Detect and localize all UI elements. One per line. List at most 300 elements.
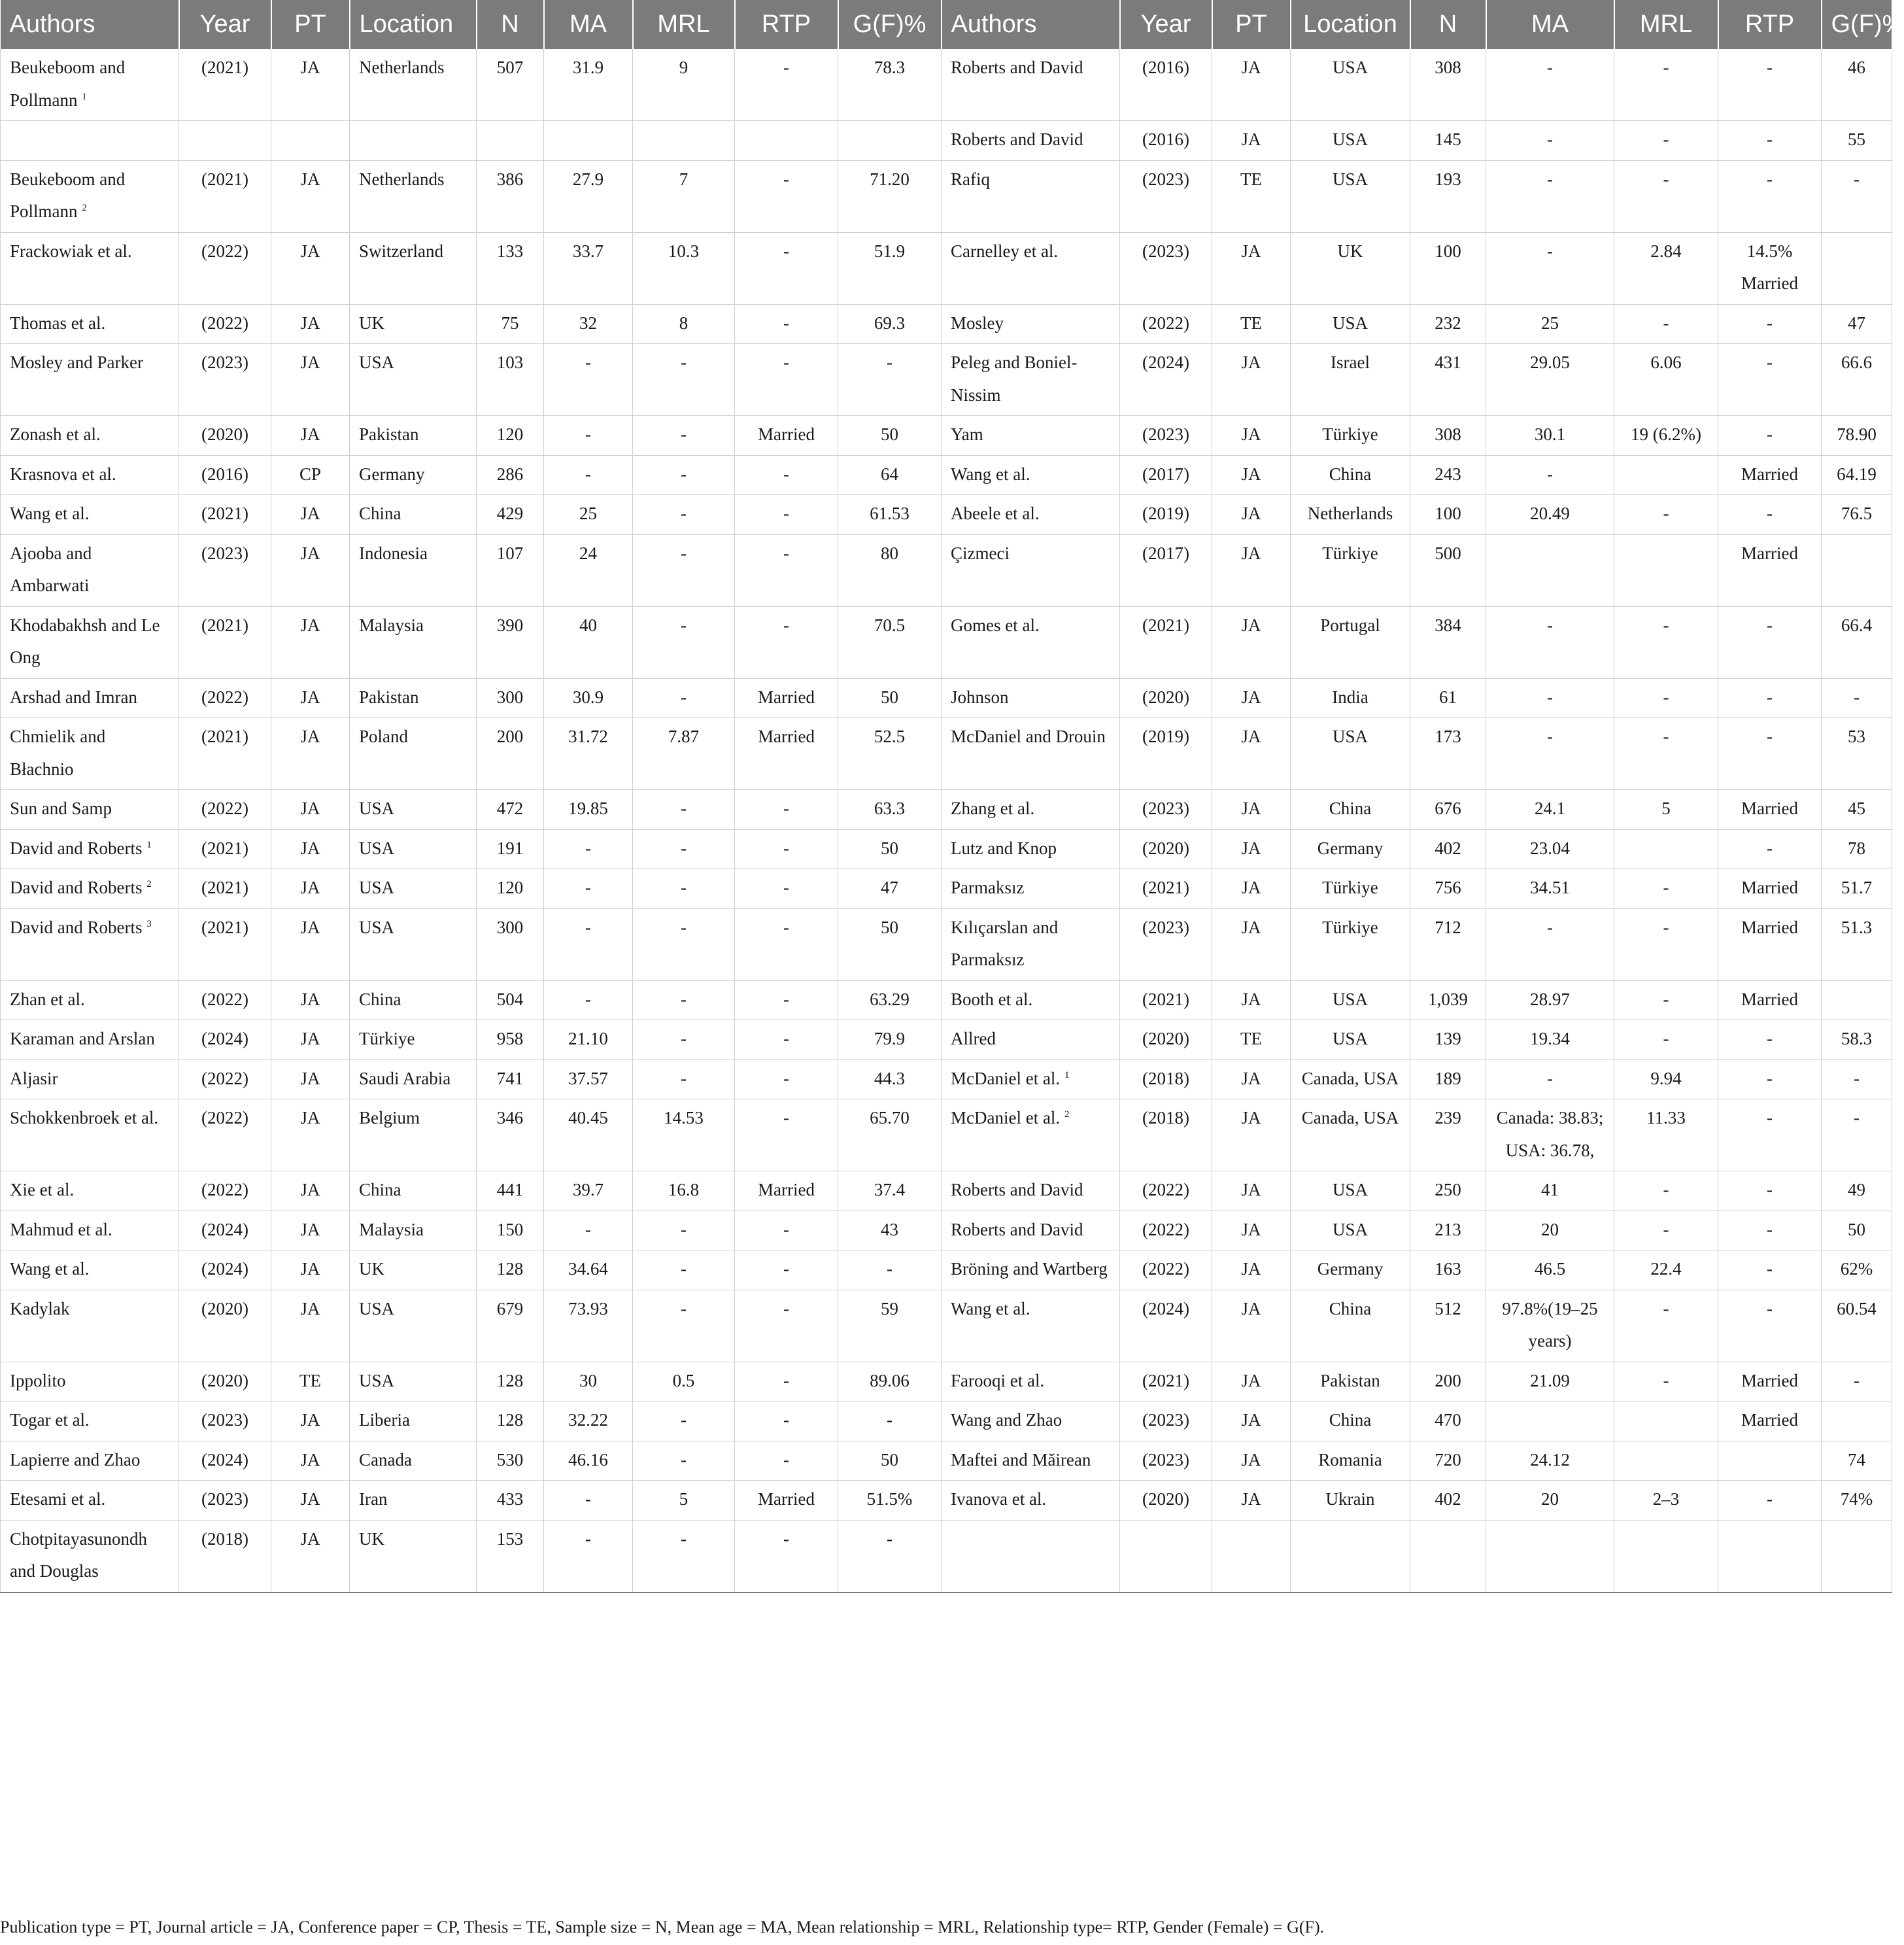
- cell-pt-2: [1212, 980, 1291, 1020]
- cell-rtp: [735, 1402, 838, 1441]
- cell-value: -: [783, 1219, 789, 1239]
- author-name: Maftei and Măirean: [951, 1449, 1091, 1470]
- cell-year: [179, 1481, 271, 1521]
- cell-value: -: [783, 169, 789, 189]
- cell-ma-2: [1486, 416, 1614, 456]
- cell-pt-2: [1212, 869, 1291, 909]
- cell-value: JA: [1241, 1259, 1261, 1279]
- header-location: Location: [350, 0, 477, 49]
- cell-location: [350, 678, 477, 718]
- cell-n-2: [1410, 1211, 1486, 1250]
- cell-rtp: [735, 908, 838, 980]
- cell-mrl: [633, 980, 735, 1020]
- cell-mrl: [633, 304, 735, 344]
- cell-location-2: [1291, 1362, 1410, 1402]
- cell-value: (2022): [201, 313, 248, 333]
- cell-ma: [544, 718, 633, 790]
- cell-value: 11.33: [1646, 1108, 1686, 1127]
- cell-value: JA: [300, 727, 320, 746]
- cell-value: 37.57: [568, 1068, 608, 1088]
- cell-value: JA: [300, 241, 320, 261]
- cell-location: [350, 980, 477, 1020]
- cell-mrl-2: [1614, 495, 1718, 535]
- cell-value: 390: [496, 615, 524, 635]
- cell-value: 8: [679, 313, 688, 333]
- cell-mrl: [633, 416, 735, 456]
- cell-n-2: [1410, 980, 1486, 1020]
- cell-year: [179, 718, 271, 790]
- cell-mrl: [633, 678, 735, 718]
- cell-rtp-2: [1718, 455, 1822, 495]
- cell-year: [179, 790, 271, 830]
- cell-value: 46: [1848, 58, 1865, 77]
- cell-value: Married: [1741, 878, 1798, 897]
- cell-value: -: [1767, 1219, 1773, 1239]
- cell-pt: [271, 121, 350, 161]
- cell-mrl-2: [1614, 1250, 1718, 1290]
- cell-value: -: [887, 1528, 892, 1549]
- cell-authors-2: [942, 344, 1120, 416]
- cell-value: (2024): [201, 1259, 248, 1279]
- cell-value: -: [1663, 989, 1669, 1009]
- cell-gf: [838, 1520, 942, 1592]
- cell-value: 6.06: [1650, 353, 1682, 372]
- cell-n: [477, 1171, 544, 1211]
- cell-rtp-2: [1718, 304, 1822, 344]
- cell-mrl-2: [1614, 160, 1718, 232]
- cell-rtp-2: [1718, 1250, 1822, 1290]
- author-name: McDaniel and Drouin: [951, 727, 1106, 746]
- cell-location-2: [1291, 1250, 1410, 1290]
- cell-year: [179, 1171, 271, 1211]
- cell-year-2: [1120, 495, 1212, 535]
- cell-year: [179, 1362, 271, 1402]
- cell-n: [477, 869, 544, 909]
- cell-pt-2: [1212, 1250, 1291, 1290]
- cell-gf-2: [1822, 869, 1892, 909]
- cell-authors-2: [942, 908, 1120, 980]
- cell-gf-2: [1822, 980, 1892, 1020]
- cell-value: 50: [881, 838, 898, 858]
- cell-n: [477, 1290, 544, 1362]
- cell-value: -: [585, 353, 591, 372]
- cell-rtp-2: [1718, 1171, 1822, 1211]
- cell-mrl-2: [1614, 980, 1718, 1020]
- cell-value: JA: [1241, 464, 1261, 484]
- cell-pt-2: [1212, 121, 1291, 161]
- cell-location: [350, 1520, 477, 1592]
- cell-value: (2023): [201, 543, 248, 563]
- cell-ma: [544, 1520, 633, 1592]
- cell-value: -: [681, 543, 687, 563]
- header-location-2: Location: [1291, 0, 1410, 49]
- cell-value: -: [783, 799, 789, 818]
- author-superscript: 1: [1064, 1069, 1070, 1080]
- cell-ma: [544, 1362, 633, 1402]
- cell-value: 61: [1439, 687, 1457, 707]
- cell-value: (2021): [201, 917, 248, 937]
- cell-value: -: [783, 1068, 789, 1088]
- cell-value: -: [1663, 169, 1669, 189]
- cell-value: -: [1547, 1068, 1553, 1088]
- cell-ma-2: [1486, 1059, 1614, 1099]
- cell-value: JA: [1241, 241, 1261, 261]
- cell-location: [350, 908, 477, 980]
- cell-location: [350, 534, 477, 606]
- cell-value: -: [1767, 1029, 1773, 1048]
- cell-value: Germany: [359, 464, 425, 484]
- cell-year-2: [1120, 869, 1212, 909]
- cell-authors-2: [942, 1250, 1120, 1290]
- table-row: [1, 1059, 1892, 1099]
- cell-year: [179, 980, 271, 1020]
- cell-rtp: [735, 1362, 838, 1402]
- header-n-2: N: [1410, 0, 1486, 49]
- cell-value: -: [1663, 687, 1669, 707]
- cell-ma-2: [1486, 908, 1614, 980]
- cell-value: (2018): [1142, 1068, 1189, 1088]
- cell-value: UK: [359, 1528, 384, 1549]
- author-name: Parmaksız: [951, 878, 1025, 897]
- cell-gf: [838, 1099, 942, 1171]
- cell-gf: [838, 344, 942, 416]
- cell-value: Saudi Arabia: [359, 1068, 451, 1088]
- cell-value: JA: [300, 58, 320, 77]
- cell-value: UK: [359, 1259, 384, 1279]
- cell-value: JA: [300, 313, 320, 333]
- cell-value: 679: [496, 1298, 524, 1318]
- cell-gf-2: [1822, 606, 1892, 678]
- cell-rtp-2: [1718, 1099, 1822, 1171]
- cell-location-2: [1291, 1211, 1410, 1250]
- cell-value: JA: [300, 504, 320, 523]
- cell-year-2: [1120, 121, 1212, 161]
- cell-value: (2022): [1142, 1259, 1189, 1279]
- cell-value: (2024): [201, 1219, 248, 1239]
- cell-value: 89.06: [870, 1370, 910, 1390]
- cell-value: JA: [1241, 838, 1261, 858]
- cell-mrl: [633, 1362, 735, 1402]
- cell-rtp-2: [1718, 1481, 1822, 1521]
- cell-location: [350, 1020, 477, 1060]
- cell-n: [477, 1099, 544, 1171]
- cell-mrl-2: [1614, 908, 1718, 980]
- header-n: N: [477, 0, 544, 49]
- cell-authors-2: [942, 980, 1120, 1020]
- cell-value: China: [359, 504, 401, 523]
- cell-gf-2: [1822, 1290, 1892, 1362]
- cell-value: -: [1663, 917, 1669, 937]
- cell-location-2: [1291, 232, 1410, 304]
- cell-rtp-2: [1718, 829, 1822, 869]
- header-rtp-2: RTP: [1718, 0, 1822, 49]
- cell-value: -: [783, 615, 789, 635]
- cell-year: [179, 606, 271, 678]
- cell-value: (2020): [1142, 1489, 1189, 1509]
- cell-value: China: [1329, 1410, 1372, 1430]
- cell-pt-2: [1212, 1441, 1291, 1481]
- cell-gf: [838, 1171, 942, 1211]
- cell-n: [477, 232, 544, 304]
- cell-value: 232: [1435, 313, 1461, 333]
- cell-rtp-2: [1718, 416, 1822, 456]
- cell-value: USA: [359, 353, 395, 372]
- cell-location: [350, 1362, 477, 1402]
- cell-value: 76.5: [1841, 504, 1873, 523]
- cell-value: -: [1767, 615, 1773, 635]
- cell-value: JA: [300, 169, 320, 189]
- cell-value: (2021): [1142, 1370, 1189, 1390]
- cell-location-2: [1291, 1020, 1410, 1060]
- cell-mrl-2: [1614, 678, 1718, 718]
- cell-value: 470: [1435, 1410, 1461, 1430]
- cell-value: 308: [1435, 58, 1461, 77]
- cell-authors-2: [942, 1362, 1120, 1402]
- cell-authors-2: [942, 1290, 1120, 1362]
- cell-value: 7.87: [668, 727, 700, 746]
- cell-authors: [1, 1520, 179, 1592]
- cell-value: TE: [1240, 313, 1262, 333]
- cell-value: 2–3: [1652, 1489, 1680, 1509]
- cell-value: Netherlands: [359, 169, 445, 189]
- cell-pt: [271, 1020, 350, 1060]
- cell-value: -: [681, 1449, 687, 1470]
- cell-value: JA: [1241, 1068, 1261, 1088]
- cell-value: -: [783, 504, 789, 523]
- cell-gf: [838, 908, 942, 980]
- cell-n-2: [1410, 1441, 1486, 1481]
- cell-value: Belgium: [359, 1108, 420, 1127]
- cell-pt-2: [1212, 495, 1291, 535]
- cell-location-2: [1291, 304, 1410, 344]
- cell-location-2: [1291, 1441, 1410, 1481]
- cell-value: -: [1767, 129, 1773, 149]
- cell-value: -: [1663, 1029, 1669, 1048]
- cell-rtp: [735, 1099, 838, 1171]
- cell-year: [179, 1059, 271, 1099]
- cell-authors-2: [942, 1171, 1120, 1211]
- cell-year: [179, 304, 271, 344]
- cell-value: -: [1663, 1219, 1669, 1239]
- cell-gf: [838, 790, 942, 830]
- cell-n-2: [1410, 1020, 1486, 1060]
- cell-year-2: [1120, 1250, 1212, 1290]
- cell-ma-2: [1486, 232, 1614, 304]
- cell-ma: [544, 160, 633, 232]
- cell-authors: [1, 416, 179, 456]
- cell-value: 0.5: [672, 1370, 695, 1390]
- cell-value: 21.09: [1530, 1370, 1570, 1390]
- cell-value: Married: [1741, 1410, 1798, 1430]
- cell-year-2: [1120, 1020, 1212, 1060]
- cell-year-2: [1120, 534, 1212, 606]
- cell-mrl-2: [1614, 304, 1718, 344]
- cell-value: 163: [1435, 1259, 1461, 1279]
- cell-ma: [544, 829, 633, 869]
- cell-value: -: [681, 878, 687, 897]
- cell-n-2: [1410, 160, 1486, 232]
- cell-location: [350, 1290, 477, 1362]
- cell-value: 71.20: [870, 169, 910, 189]
- cell-n: [477, 455, 544, 495]
- cell-pt: [271, 606, 350, 678]
- cell-rtp: [735, 534, 838, 606]
- author-superscript: 1: [146, 839, 152, 850]
- cell-value: 712: [1435, 917, 1461, 937]
- cell-value: 250: [1435, 1180, 1461, 1199]
- cell-gf: [838, 1020, 942, 1060]
- cell-location: [350, 1171, 477, 1211]
- cell-ma-2: [1486, 980, 1614, 1020]
- cell-value: Canada: [359, 1449, 412, 1470]
- cell-rtp: [735, 1441, 838, 1481]
- cell-location-2: [1291, 1520, 1410, 1592]
- cell-pt-2: [1212, 606, 1291, 678]
- cell-value: Married: [758, 687, 815, 707]
- cell-value: -: [783, 1449, 789, 1470]
- cell-value: JA: [1241, 1489, 1261, 1509]
- cell-value: 64: [881, 464, 898, 484]
- cell-gf: [838, 416, 942, 456]
- table-row: [1, 495, 1892, 535]
- cell-year: [179, 121, 271, 161]
- header-authors-2: Authors: [942, 0, 1120, 49]
- cell-value: (2022): [201, 687, 248, 707]
- cell-value: -: [783, 543, 789, 563]
- cell-value: USA: [1332, 169, 1368, 189]
- cell-n: [477, 1520, 544, 1592]
- cell-value: JA: [300, 1410, 320, 1430]
- cell-ma: [544, 534, 633, 606]
- cell-value: (2021): [1142, 878, 1189, 897]
- cell-gf: [838, 121, 942, 161]
- header-authors: Authors: [1, 0, 179, 49]
- cell-value: -: [585, 1528, 591, 1549]
- cell-gf: [838, 232, 942, 304]
- author-name: Rafiq: [951, 169, 990, 189]
- cell-value: -: [887, 353, 892, 372]
- cell-n-2: [1410, 718, 1486, 790]
- cell-rtp-2: [1718, 606, 1822, 678]
- cell-mrl-2: [1614, 1099, 1718, 1171]
- author-name: Kadylak: [10, 1298, 70, 1318]
- author-name: Khodabakhsh and Le Ong: [10, 615, 160, 667]
- cell-authors: [1, 1099, 179, 1171]
- cell-value: 243: [1435, 464, 1461, 484]
- cell-value: Pakistan: [359, 424, 419, 444]
- table-row: [1, 1441, 1892, 1481]
- cell-value: 5: [679, 1489, 688, 1509]
- cell-rtp: [735, 1290, 838, 1362]
- cell-rtp-2: [1718, 1362, 1822, 1402]
- cell-n: [477, 416, 544, 456]
- cell-pt-2: [1212, 678, 1291, 718]
- cell-value: (2023): [201, 1410, 248, 1430]
- cell-value: -: [1854, 1108, 1860, 1127]
- cell-gf: [838, 1059, 942, 1099]
- cell-gf: [838, 1211, 942, 1250]
- cell-authors: [1, 49, 179, 121]
- cell-n: [477, 790, 544, 830]
- cell-value: JA: [300, 1528, 320, 1549]
- cell-value: JA: [1241, 878, 1261, 897]
- cell-authors-2: [942, 232, 1120, 304]
- cell-value: -: [1767, 504, 1773, 523]
- cell-rtp: [735, 344, 838, 416]
- cell-value: Malaysia: [359, 615, 424, 635]
- cell-value: (2020): [201, 1370, 248, 1390]
- cell-authors-2: [942, 455, 1120, 495]
- cell-n-2: [1410, 678, 1486, 718]
- cell-year: [179, 160, 271, 232]
- cell-value: 50: [881, 687, 898, 707]
- cell-authors: [1, 232, 179, 304]
- cell-value: -: [681, 989, 687, 1009]
- cell-pt-2: [1212, 1099, 1291, 1171]
- cell-rtp-2: [1718, 1402, 1822, 1441]
- cell-value: 61.53: [870, 504, 910, 523]
- cell-gf-2: [1822, 1402, 1892, 1441]
- cell-year-2: [1120, 1402, 1212, 1441]
- cell-value: (2024): [201, 1029, 248, 1048]
- cell-mrl-2: [1614, 1520, 1718, 1592]
- cell-value: (2021): [1142, 989, 1189, 1009]
- cell-value: 30: [579, 1370, 597, 1390]
- table-footnote: Publication type = PT, Journal article = JA, Conference paper = CP, Thesis = TE, Sample size = N, Mean age = MA, Mean relationship = MRL, Relationship type= RTP, Gender (Female) = G(F).: [0, 1918, 1325, 1936]
- cell-year-2: [1120, 232, 1212, 304]
- cell-value: JA: [1241, 1219, 1261, 1239]
- cell-location: [350, 606, 477, 678]
- cell-value: -: [1663, 129, 1669, 149]
- author-name: Xie et al.: [10, 1180, 75, 1199]
- cell-value: 512: [1435, 1298, 1461, 1318]
- cell-value: USA: [359, 1298, 395, 1318]
- cell-value: JA: [1241, 1449, 1261, 1470]
- cell-n: [477, 606, 544, 678]
- cell-authors: [1, 344, 179, 416]
- table-row: [1, 1362, 1892, 1402]
- cell-rtp: [735, 49, 838, 121]
- cell-value: JA: [300, 917, 320, 937]
- cell-value: -: [681, 1068, 687, 1088]
- cell-value: 46.16: [568, 1449, 608, 1470]
- cell-location: [350, 416, 477, 456]
- cell-value: -: [681, 917, 687, 937]
- cell-value: (2024): [201, 1449, 248, 1470]
- cell-value: Married: [1741, 464, 1798, 484]
- cell-location-2: [1291, 980, 1410, 1020]
- author-name: Wang et al.: [10, 504, 90, 523]
- cell-value: -: [1547, 615, 1553, 635]
- author-name: Togar et al.: [10, 1410, 90, 1430]
- cell-location: [350, 1250, 477, 1290]
- cell-value: 24.12: [1530, 1449, 1570, 1470]
- cell-location: [350, 1059, 477, 1099]
- cell-rtp: [735, 1250, 838, 1290]
- cell-gf-2: [1822, 344, 1892, 416]
- cell-value: (2020): [1142, 1029, 1189, 1048]
- cell-value: -: [681, 1528, 687, 1549]
- cell-pt: [271, 1481, 350, 1521]
- cell-pt-2: [1212, 232, 1291, 304]
- cell-value: JA: [1241, 1370, 1261, 1390]
- cell-ma: [544, 1402, 633, 1441]
- cell-location: [350, 1099, 477, 1171]
- cell-rtp: [735, 416, 838, 456]
- cell-mrl: [633, 495, 735, 535]
- cell-value: USA: [1332, 313, 1368, 333]
- cell-rtp-2: [1718, 534, 1822, 606]
